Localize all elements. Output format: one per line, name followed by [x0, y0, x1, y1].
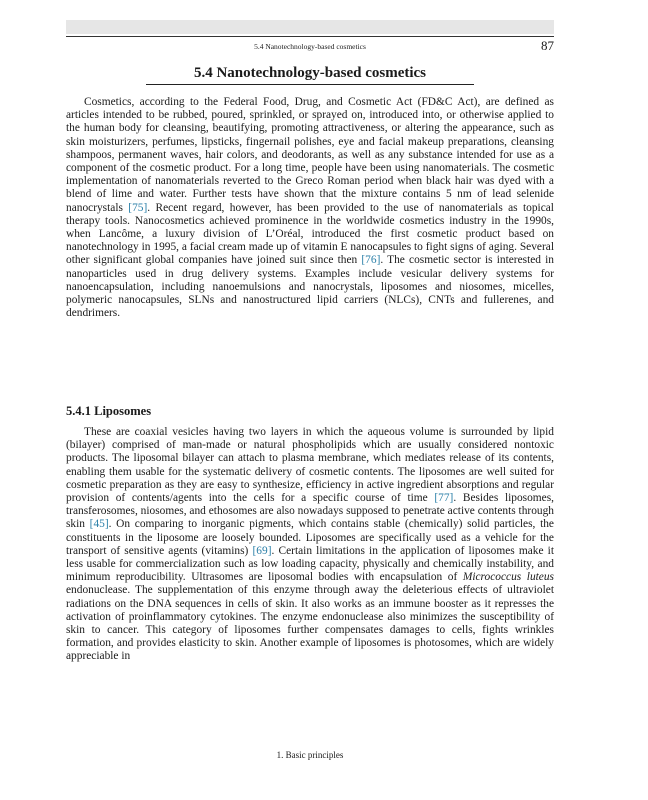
section-title: 5.4 Nanotechnology-based cosmetics	[146, 62, 474, 85]
text-run: . Certain limitations in the application of liposomes make it less usable for commercialization such as low loading capacity, physically and chemically instability, and minimum reproducibility. Ultrasomes are liposomal bodies with encapsulation of	[66, 544, 555, 584]
subsection-title: 5.4.1 Liposomes	[66, 404, 152, 418]
text-run: . Besides liposomes, transferosomes, niosomes, and ethosomes are also nowadays supposed to penetrate active contents through skin	[66, 492, 554, 531]
top-shaded-band	[66, 20, 554, 34]
header-rule	[66, 36, 554, 37]
text-run: . Recent regard, however, has been provided to the use of nanomaterials as topical therapy tools. Nanocosmetics achieved prominence in the worldwide cosmetics industry in the 1990s, when Lancôme, a luxury division of L’Oréal, introduced the first cosmetic product based on nanotechnology in 1995, a facial cream made up of vitamin E nanocapsules to fight signs of aging. Several other significant global companies have joined suit since then	[66, 201, 554, 267]
page-number: 87	[541, 38, 554, 53]
running-head: 5.4 Nanotechnology-based cosmetics	[254, 42, 366, 51]
text-run: endonuclease. The supplementation of this enzyme through away the deleterious effects of ultraviolet radiations on the DNA sequences in cells of skin. It also works as an immune booster as it represses the activation of proinflammatory cytokines. The enzyme endonuclease also minimizes the susceptibility of skin to cancer. This category of liposomes further compensates damages to cells, fights wrinkles formation, and provides elasticity to skin. Another example of liposomes is photosomes, which are widely appreciable in	[66, 584, 554, 663]
species-name: Micrococcus luteus	[462, 571, 554, 584]
body-paragraph	[66, 426, 554, 664]
citation-link[interactable]: [45]	[89, 518, 109, 531]
body-paragraph	[66, 96, 554, 320]
text-run: . The cosmetic sector is interested in nanoparticles used in drug delivery systems. Examples include vesicular delivery systems for nanoencapsulation, including nanoemulsions and nanocrystals, liposomes and niosomes, micelles, polymeric nanocapsules, SLNs and nanostructured lipid carriers (NLCs), CNTs and fullerenes, and dendrimers.	[66, 254, 554, 320]
text-run: Cosmetics, according to the Federal Food, Drug, and Cosmetic Act (FD&C Act), are defined as articles intended to be rubbed, poured, sprinkled, or sprayed on, introduced into, or otherwise applied to the human body for cleansing, beautifying, promoting attractiveness, or altering the appearance, such as skin moisturizers, perfumes, lipsticks, fingernail polishes, eye and facial makeup preparations, cleansing shampoos, permanent waves, hair colors, and deodorants, as well as any substance intended for use as a component of the cosmetic product. For a long time, people have been using nanomaterials. The cosmetic implementation of nanomaterials reverted to the Greco Roman period when black hair was dyed with a blend of lime and water. Further tests have shown that the mixture contains 5 nm of lead selenide nanocrystals	[66, 96, 554, 214]
text-run: . On comparing to inorganic pigments, which contains stable (chemically) solid particles, the constituents in the liposome are loosely bounded. Liposomes are specifically used as a vehicle for the transport of sensitive agents (vitamins)	[66, 518, 554, 557]
text-run: These are coaxial vesicles having two layers in which the aqueous volume is surrounded by lipid (bilayer) comprised of man-made or natural phospholipids which are usually considered nontoxic products. The liposomal bilayer can attach to plasma membrane, which mediates release of its contents, enabling them usable for the systematic delivery of cosmetic contents. The liposomes are well suited for cosmetic preparation as they are easy to synthesize, efficiency in active ingredient absorptions and regular provision of contents/agents into the cells for a specific course of time	[66, 426, 554, 505]
citation-link[interactable]: [75]	[128, 201, 148, 214]
footer-chapter-label: 1. Basic principles	[276, 750, 344, 760]
citation-link[interactable]: [76]	[361, 254, 381, 267]
citation-link[interactable]: [69]	[252, 544, 272, 557]
citation-link[interactable]: [77]	[434, 492, 454, 505]
